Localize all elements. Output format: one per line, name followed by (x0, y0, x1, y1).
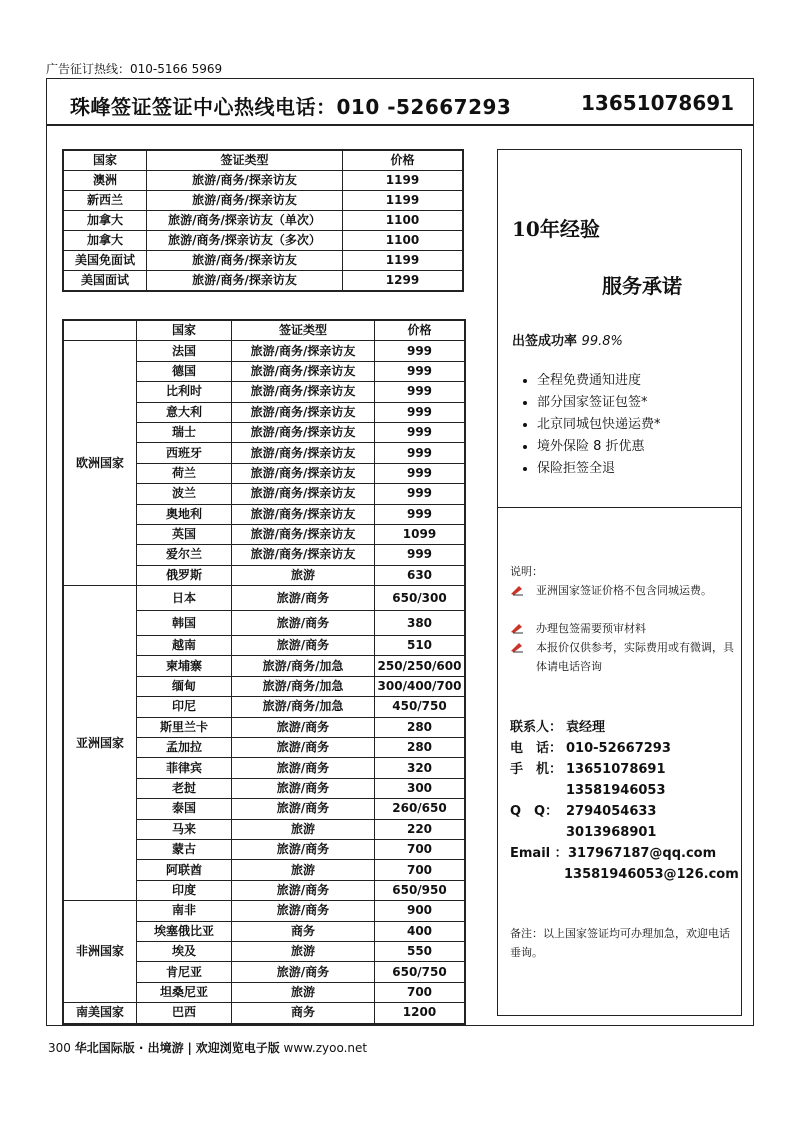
ad-hotline: 广告征订热线：010-5166 5969 (46, 62, 223, 76)
cell-price: 1199 (343, 171, 464, 191)
contact-value: 2794054633 (566, 804, 657, 819)
table-row (63, 171, 463, 191)
col-region (63, 320, 137, 341)
table-header (63, 150, 463, 171)
cell-visa-type: 旅游/商务 (232, 717, 375, 737)
cell-country: 新西兰 (63, 191, 147, 211)
footer-tagline: 欢迎浏览电子版 (195, 1041, 280, 1055)
cell-visa-type: 旅游/商务/探亲访友（多次） (147, 231, 343, 251)
cell-price: 220 (375, 819, 466, 839)
cell-country: 肯尼亚 (137, 962, 232, 982)
visa-price-table-oceania-america (62, 149, 464, 292)
note-text: 本报价仅供参考，实际费用或有微调，具体请电话咨询 (536, 641, 734, 673)
cell-visa-type: 旅游/商务 (232, 901, 375, 921)
cell-visa-type: 旅游/商务/探亲访友 (232, 504, 375, 524)
cell-visa-type: 商务 (232, 1003, 375, 1024)
contact-label: Email ： (510, 846, 568, 861)
cell-price: 300/400/700 (375, 676, 466, 696)
table-row (63, 1003, 465, 1024)
contact-value: 010-52667293 (566, 741, 671, 756)
promise-heading: 服务承诺 (602, 274, 682, 298)
cell-visa-type: 旅游 (232, 941, 375, 961)
note-item (510, 581, 735, 600)
cell-price: 1299 (343, 271, 464, 292)
cell-visa-type: 旅游/商务/加急 (232, 656, 375, 676)
cell-country: 菲律宾 (137, 758, 232, 778)
cell-visa-type: 旅游/商务 (232, 962, 375, 982)
cell-region: 南美国家 (63, 1003, 137, 1024)
success-rate (512, 330, 623, 349)
cell-country: 柬埔寨 (137, 656, 232, 676)
cell-price: 999 (375, 504, 466, 524)
cell-price: 999 (375, 422, 466, 442)
cell-visa-type: 旅游/商务/探亲访友 (232, 422, 375, 442)
cell-price: 1199 (343, 251, 464, 271)
cell-visa-type: 商务 (232, 921, 375, 941)
pen-icon (510, 584, 524, 596)
cell-price: 550 (375, 941, 466, 961)
cell-country: 英国 (137, 524, 232, 544)
cell-price: 700 (375, 839, 466, 859)
contact-label: 电 话： (510, 741, 563, 756)
cell-visa-type: 旅游/商务/探亲访友 (232, 361, 375, 381)
list-item: • 境外保险 8 折优惠 (537, 436, 757, 458)
cell-visa-type: 旅游/商务/加急 (232, 697, 375, 717)
table-row (63, 586, 465, 611)
footer-separator: | (187, 1041, 192, 1055)
cell-visa-type: 旅游/商务/探亲访友 (232, 463, 375, 483)
pen-icon (510, 641, 524, 653)
col-country: 国家 (137, 320, 232, 341)
cell-price: 999 (375, 545, 466, 565)
contact-value: 13581946053@126.com (564, 867, 739, 882)
list-item: • 北京同城包快递运费* (537, 414, 757, 436)
page-number: 300 (48, 1041, 71, 1055)
col-visa-type: 签证类型 (147, 150, 343, 171)
cell-country: 瑞士 (137, 422, 232, 442)
cell-price: 260/650 (375, 799, 466, 819)
cell-price: 1100 (343, 211, 464, 231)
cell-visa-type: 旅游/商务/探亲访友（单次） (147, 211, 343, 231)
contact-value: 13581946053 (566, 783, 666, 798)
cell-visa-type: 旅游/商务/探亲访友 (232, 443, 375, 463)
list-item: • 全程免费通知进度 (537, 370, 757, 392)
cell-price: 380 (375, 611, 466, 636)
contact-value: 317967187@qq.com (568, 846, 717, 861)
cell-region: 欧洲国家 (63, 341, 137, 586)
contact-label: 手 机： (510, 762, 563, 777)
cell-price: 510 (375, 636, 466, 656)
cell-visa-type: 旅游/商务/加急 (232, 676, 375, 696)
cell-visa-type: 旅游/商务/探亲访友 (147, 191, 343, 211)
pen-icon (510, 622, 524, 634)
cell-country: 西班牙 (137, 443, 232, 463)
cell-country: 日本 (137, 586, 232, 611)
cell-country: 缅甸 (137, 676, 232, 696)
cell-price: 280 (375, 717, 466, 737)
note-item (510, 619, 735, 638)
cell-price: 700 (375, 982, 466, 1002)
service-list (515, 370, 757, 480)
cell-price: 320 (375, 758, 466, 778)
cell-visa-type: 旅游/商务 (232, 758, 375, 778)
cell-visa-type: 旅游/商务/探亲访友 (232, 484, 375, 504)
success-rate-label: 出签成功率 (512, 334, 578, 349)
publication-name: 华北国际版 · 出境游 (74, 1041, 184, 1055)
cell-price: 999 (375, 402, 466, 422)
cell-country: 德国 (137, 361, 232, 381)
cell-price: 250/250/600 (375, 656, 466, 676)
remark: 备注：以上国家签证均可办理加急，欢迎电话垂询。 (510, 927, 730, 959)
cell-region: 亚洲国家 (63, 586, 137, 901)
table-row (63, 901, 465, 921)
footer-url: www.zyoo.net (283, 1041, 368, 1055)
cell-price: 450/750 (375, 697, 466, 717)
cell-price: 1100 (343, 231, 464, 251)
cell-country: 意大利 (137, 402, 232, 422)
cell-country: 蒙古 (137, 839, 232, 859)
cell-visa-type: 旅游/商务/探亲访友 (232, 382, 375, 402)
contact-value: 13651078691 (566, 762, 666, 777)
cell-price: 1099 (375, 524, 466, 544)
cell-price: 900 (375, 901, 466, 921)
cell-country: 印度 (137, 880, 232, 900)
cell-price: 999 (375, 382, 466, 402)
cell-visa-type: 旅游/商务 (232, 880, 375, 900)
cell-country: 奥地利 (137, 504, 232, 524)
cell-price: 630 (375, 565, 466, 585)
cell-country: 埃塞俄比亚 (137, 921, 232, 941)
cell-country: 阿联酋 (137, 860, 232, 880)
list-item: • 部分国家签证包签* (537, 392, 757, 414)
note-item (510, 638, 735, 676)
success-rate-value: 99.8% (581, 334, 623, 349)
cell-country: 巴西 (137, 1003, 232, 1024)
cell-country: 美国免面试 (63, 251, 147, 271)
cell-visa-type: 旅游/商务 (232, 839, 375, 859)
cell-visa-type: 旅游 (232, 819, 375, 839)
cell-country: 加拿大 (63, 231, 147, 251)
table-row (63, 231, 463, 251)
list-item: • 保险拒签全退 (537, 458, 757, 480)
cell-country: 美国面试 (63, 271, 147, 292)
table-row (63, 341, 465, 361)
cell-visa-type: 旅游 (232, 982, 375, 1002)
cell-price: 1199 (343, 191, 464, 211)
cell-region: 非洲国家 (63, 901, 137, 1003)
col-price: 价格 (343, 150, 464, 171)
cell-price: 999 (375, 443, 466, 463)
cell-price: 999 (375, 361, 466, 381)
cell-country: 南非 (137, 901, 232, 921)
cell-visa-type: 旅游/商务/探亲访友 (147, 271, 343, 292)
note-text: 亚洲国家签证价格不包含同城运费。 (536, 584, 712, 597)
cell-price: 999 (375, 463, 466, 483)
headline-title: 珠峰签证签证中心热线电话：010 -52667293 (70, 95, 512, 119)
cell-country: 波兰 (137, 484, 232, 504)
table-header (63, 320, 465, 341)
cell-price: 700 (375, 860, 466, 880)
cell-country: 老挝 (137, 778, 232, 798)
page-footer (48, 1039, 367, 1056)
cell-country: 孟加拉 (137, 738, 232, 758)
cell-country: 法国 (137, 341, 232, 361)
table-row (63, 251, 463, 271)
cell-price: 650/750 (375, 962, 466, 982)
cell-visa-type: 旅游/商务/探亲访友 (147, 251, 343, 271)
col-country: 国家 (63, 150, 147, 171)
cell-country: 加拿大 (63, 211, 147, 231)
cell-visa-type: 旅游/商务/探亲访友 (232, 341, 375, 361)
cell-country: 比利时 (137, 382, 232, 402)
cell-price: 999 (375, 341, 466, 361)
cell-visa-type: 旅游 (232, 565, 375, 585)
note-text: 办理包签需要预审材料 (536, 622, 646, 635)
cell-country: 坦桑尼亚 (137, 982, 232, 1002)
cell-price: 280 (375, 738, 466, 758)
cell-price: 999 (375, 484, 466, 504)
contact-value: 3013968901 (566, 825, 657, 840)
cell-visa-type: 旅游/商务 (232, 778, 375, 798)
cell-country: 埃及 (137, 941, 232, 961)
cell-country: 马来 (137, 819, 232, 839)
col-visa-type: 签证类型 (232, 320, 375, 341)
cell-country: 斯里兰卡 (137, 717, 232, 737)
cell-price: 650/950 (375, 880, 466, 900)
cell-visa-type: 旅游/商务/探亲访友 (147, 171, 343, 191)
table-row (63, 191, 463, 211)
table-row (63, 271, 463, 292)
cell-visa-type: 旅游 (232, 860, 375, 880)
table-row (63, 211, 463, 231)
cell-country: 韩国 (137, 611, 232, 636)
cell-visa-type: 旅游/商务 (232, 799, 375, 819)
visa-price-table-regions (62, 319, 466, 1025)
cell-visa-type: 旅游/商务 (232, 738, 375, 758)
cell-country: 印尼 (137, 697, 232, 717)
cell-visa-type: 旅游/商务/探亲访友 (232, 545, 375, 565)
cell-country: 爱尔兰 (137, 545, 232, 565)
cell-price: 1200 (375, 1003, 466, 1024)
cell-visa-type: 旅游/商务/探亲访友 (232, 402, 375, 422)
contact-label: 联系人： (510, 720, 563, 735)
cell-visa-type: 旅游/商务 (232, 636, 375, 656)
cell-country: 越南 (137, 636, 232, 656)
cell-country: 泰国 (137, 799, 232, 819)
experience-heading: 10年经验 (512, 217, 600, 241)
col-price: 价格 (375, 320, 466, 341)
cell-price: 400 (375, 921, 466, 941)
cell-country: 澳洲 (63, 171, 147, 191)
contact-value: 袁经理 (566, 720, 606, 735)
contact-label: Q Q： (510, 804, 559, 819)
headline-phone: 13651078691 (581, 91, 735, 115)
headline-bar (46, 78, 754, 126)
cell-country: 荷兰 (137, 463, 232, 483)
cell-country: 俄罗斯 (137, 565, 232, 585)
cell-visa-type: 旅游/商务 (232, 611, 375, 636)
notes-title: 说明： (510, 565, 543, 578)
cell-price: 300 (375, 778, 466, 798)
cell-visa-type: 旅游/商务 (232, 586, 375, 611)
cell-price: 650/300 (375, 586, 466, 611)
cell-visa-type: 旅游/商务/探亲访友 (232, 524, 375, 544)
